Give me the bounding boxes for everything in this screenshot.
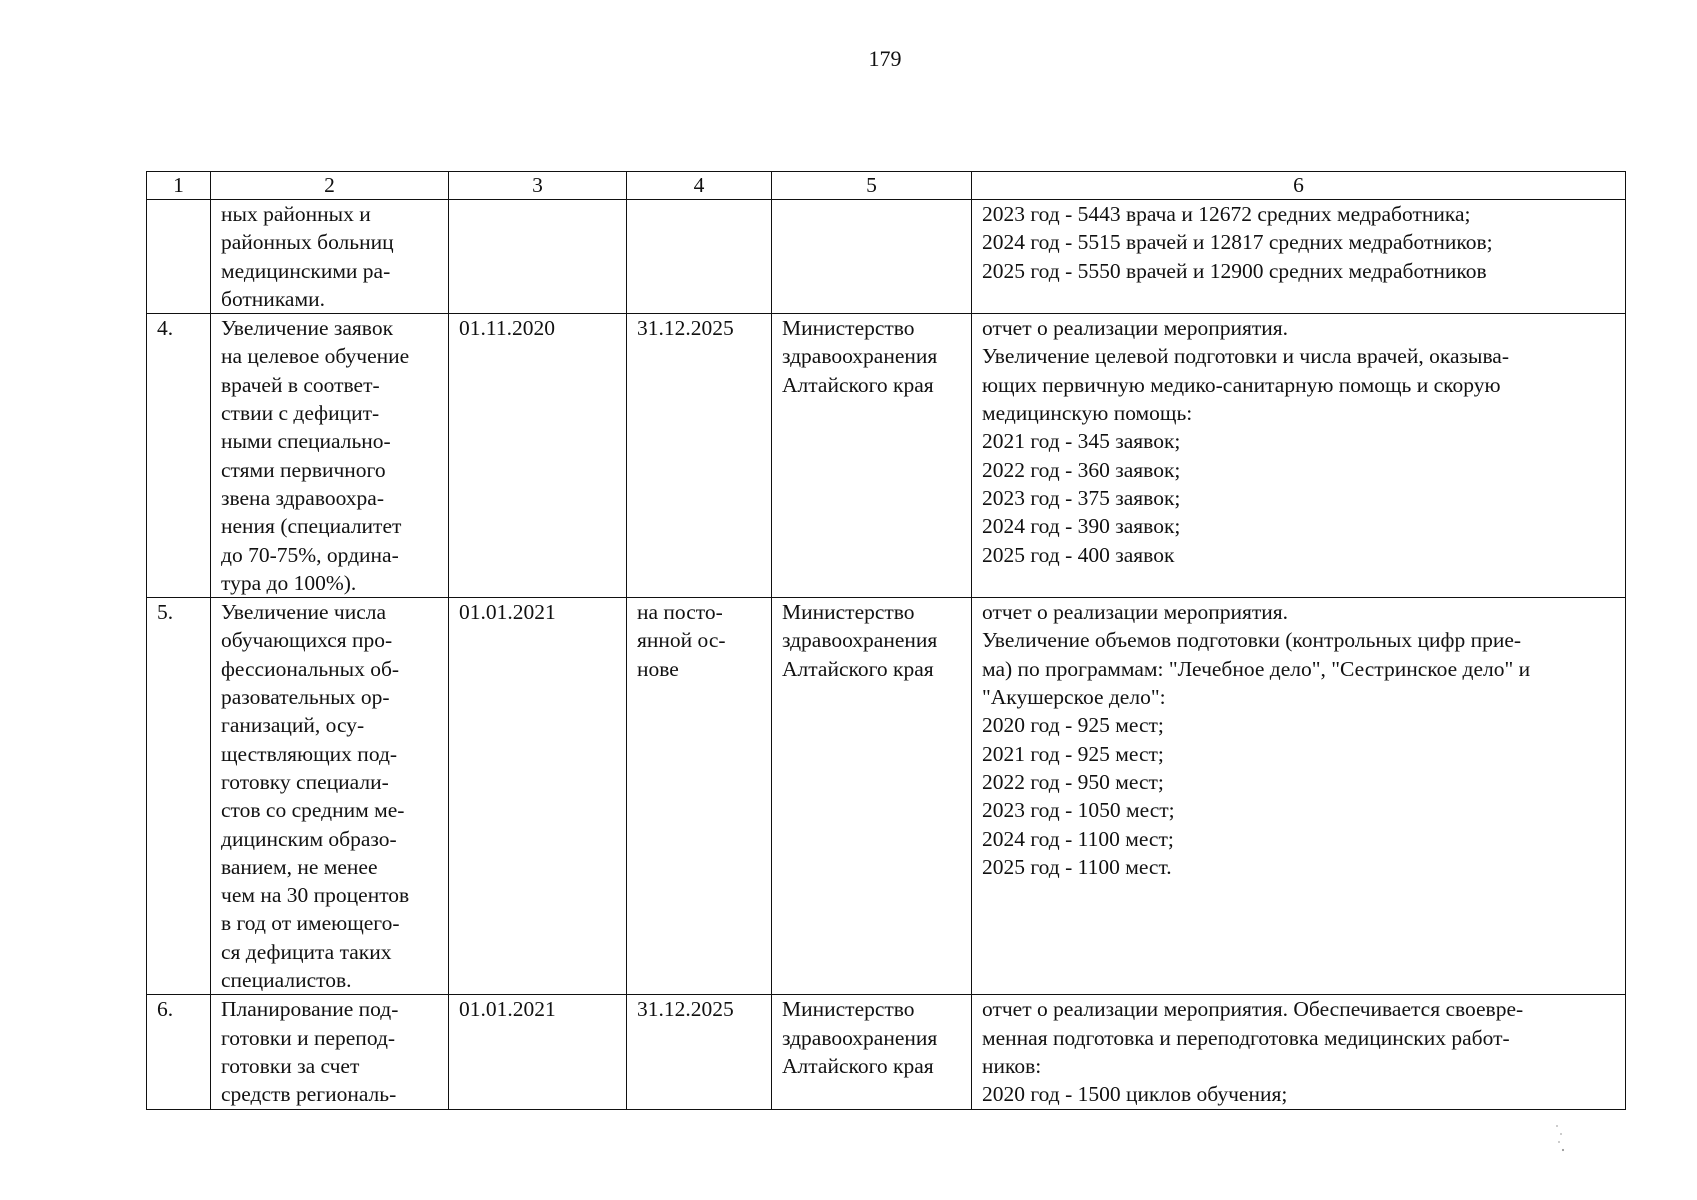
- row-number-cell: [147, 598, 211, 995]
- end-date-cell: [627, 995, 772, 1109]
- end-date-cell: [627, 200, 772, 314]
- responsible-executor-line: Алтайского края: [782, 1053, 934, 1078]
- column-header: 5: [772, 172, 972, 200]
- row-number-cell: [147, 200, 211, 314]
- expected-result-line: 2025 год - 5550 врачей и 12900 средних медработников: [982, 258, 1487, 283]
- measure-name-line: специалистов.: [221, 968, 352, 993]
- expected-result-line: 2023 год - 5443 врача и 12672 средних медработника;: [982, 202, 1471, 226]
- measure-name-line: ботниками.: [221, 286, 325, 311]
- measure-name-line: врачей в соответ-: [221, 372, 380, 397]
- responsible-executor-line: Министерство: [782, 997, 915, 1022]
- measure-name-line: Планирование под-: [221, 997, 399, 1022]
- expected-result-line: 2025 год - 1100 мест.: [982, 854, 1172, 879]
- row-number: 6.: [157, 997, 174, 1022]
- expected-result-line: ма) по программам: "Лечебное дело", "Сестринское дело" и: [982, 656, 1531, 681]
- responsible-executor-line: здравоохранения: [782, 344, 938, 369]
- expected-result-line: 2022 год - 360 заявок;: [982, 457, 1181, 482]
- end-date-cell: [627, 314, 772, 598]
- column-header: 6: [972, 172, 1626, 200]
- table-row: [147, 200, 1626, 314]
- responsible-executor-cell: [772, 200, 972, 314]
- expected-result-line: 2021 год - 925 мест;: [982, 741, 1164, 766]
- measure-name-line: до 70-75%, ордина-: [221, 542, 399, 567]
- measure-name-line: чем на 30 процентов: [221, 883, 410, 908]
- measure-name-line: средств региональ-: [221, 1082, 397, 1107]
- measure-name-line: в год от имеющего-: [221, 911, 400, 936]
- table-header-row: [147, 172, 1626, 200]
- responsible-executor-line: здравоохранения: [782, 628, 938, 653]
- measure-name-line: разовательных ор-: [221, 685, 390, 710]
- column-header: 1: [147, 172, 211, 200]
- measure-name-line: звена здравоохра-: [221, 485, 384, 510]
- expected-result-line: 2023 год - 1050 мест;: [982, 798, 1175, 823]
- measure-name-line: медицинскими ра-: [221, 258, 391, 283]
- expected-result-line: отчет о реализации мероприятия.: [982, 316, 1289, 341]
- expected-result-line: 2020 год - 925 мест;: [982, 713, 1164, 738]
- row-number: 5.: [157, 600, 174, 625]
- expected-result-line: отчет о реализации мероприятия.: [982, 600, 1289, 625]
- measure-name-cell: [211, 200, 449, 314]
- end-date-line: на посто-: [637, 600, 723, 625]
- start-date: 01.01.2021: [459, 997, 556, 1022]
- expected-result-line: 2024 год - 390 заявок;: [982, 514, 1181, 539]
- start-date-cell: [449, 314, 627, 598]
- measure-name-line: тура до 100%).: [221, 570, 357, 595]
- responsible-executor-line: Министерство: [782, 316, 915, 341]
- column-header: 2: [211, 172, 449, 200]
- expected-result-line: отчет о реализации мероприятия. Обеспечивается своевре-: [982, 997, 1524, 1022]
- expected-result-line: Увеличение целевой подготовки и числа врачей, оказыва-: [982, 344, 1510, 369]
- responsible-executor-cell: [772, 598, 972, 995]
- measure-name-line: стями первичного: [221, 457, 386, 482]
- responsible-executor-line: Алтайского края: [782, 656, 934, 681]
- start-date: 01.01.2021: [459, 600, 556, 625]
- measure-name-line: ными специально-: [221, 429, 391, 454]
- expected-result-line: 2025 год - 400 заявок: [982, 542, 1175, 567]
- responsible-executor-line: здравоохранения: [782, 1025, 938, 1050]
- responsible-executor-line: Алтайского края: [782, 372, 934, 397]
- end-date-line: янной ос-: [637, 628, 726, 653]
- measure-name-line: ществляющих под-: [221, 741, 398, 766]
- measure-name-cell: [211, 314, 449, 598]
- start-date-cell: [449, 995, 627, 1109]
- measure-name-line: ванием, не менее: [221, 854, 378, 879]
- measure-name-cell: [211, 598, 449, 995]
- measure-name-line: ных районных и: [221, 202, 371, 226]
- page-number: 179: [868, 46, 902, 71]
- responsible-executor-cell: [772, 995, 972, 1109]
- expected-result-line: "Акушерское дело":: [982, 685, 1166, 710]
- measure-name-line: стов со средним ме-: [221, 798, 405, 823]
- expected-result-line: медицинскую помощь:: [982, 401, 1193, 426]
- measure-name-line: на целевое обучение: [221, 344, 410, 369]
- table-row: [147, 598, 1626, 995]
- measures-table: [146, 171, 1626, 1110]
- end-date-cell: [627, 598, 772, 995]
- end-date-line: нове: [637, 656, 679, 681]
- measure-name-line: районных больниц: [221, 230, 394, 255]
- expected-result-line: 2021 год - 345 заявок;: [982, 429, 1181, 454]
- measure-name-line: нения (специалитет: [221, 514, 402, 539]
- row-number-cell: [147, 995, 211, 1109]
- measure-name-line: готовки за счет: [221, 1053, 360, 1078]
- table-body: [147, 200, 1626, 1110]
- measure-name-line: ганизаций, осу-: [221, 713, 365, 738]
- measure-name-line: Увеличение числа: [221, 600, 387, 625]
- table-row: [147, 314, 1626, 598]
- measure-name-line: обучающихся про-: [221, 628, 393, 653]
- expected-result-line: 2020 год - 1500 циклов обучения;: [982, 1082, 1288, 1107]
- expected-result-line: 2023 год - 375 заявок;: [982, 485, 1181, 510]
- expected-result-line: менная подготовка и переподготовка медицинских работ-: [982, 1025, 1510, 1050]
- scan-artifact: [1537, 1120, 1567, 1160]
- responsible-executor-cell: [772, 314, 972, 598]
- measure-name-line: готовку специали-: [221, 769, 389, 794]
- expected-result-line: ющих первичную медико-санитарную помощь и скорую: [982, 372, 1501, 397]
- column-header: 3: [449, 172, 627, 200]
- expected-result-line: 2022 год - 950 мест;: [982, 769, 1164, 794]
- measure-name-line: ствии с дефицит-: [221, 401, 380, 426]
- row-number-cell: [147, 314, 211, 598]
- start-date-cell: [449, 598, 627, 995]
- table-row: [147, 995, 1626, 1109]
- measure-name-line: дицинским образо-: [221, 826, 397, 851]
- start-date: 01.11.2020: [459, 316, 555, 341]
- measure-name-line: готовки и перепод-: [221, 1025, 396, 1050]
- measure-name-cell: [211, 995, 449, 1109]
- measure-name-line: Увеличение заявок: [221, 316, 394, 341]
- expected-result-cell: [972, 598, 1626, 995]
- expected-result-cell: [972, 995, 1626, 1109]
- responsible-executor-line: Министерство: [782, 600, 915, 625]
- expected-result-line: 2024 год - 1100 мест;: [982, 826, 1174, 851]
- expected-result-line: Увеличение объемов подготовки (контрольных цифр прие-: [982, 628, 1522, 653]
- end-date-line: 31.12.2025: [637, 997, 734, 1022]
- start-date-cell: [449, 200, 627, 314]
- row-number: 4.: [157, 316, 174, 341]
- expected-result-cell: [972, 200, 1626, 314]
- end-date-line: 31.12.2025: [637, 316, 734, 341]
- measure-name-line: ся дефицита таких: [221, 939, 392, 964]
- measure-name-line: фессиональных об-: [221, 656, 400, 681]
- expected-result-line: 2024 год - 5515 врачей и 12817 средних медработников;: [982, 230, 1493, 255]
- expected-result-cell: [972, 314, 1626, 598]
- column-header: 4: [627, 172, 772, 200]
- expected-result-line: ников:: [982, 1053, 1042, 1078]
